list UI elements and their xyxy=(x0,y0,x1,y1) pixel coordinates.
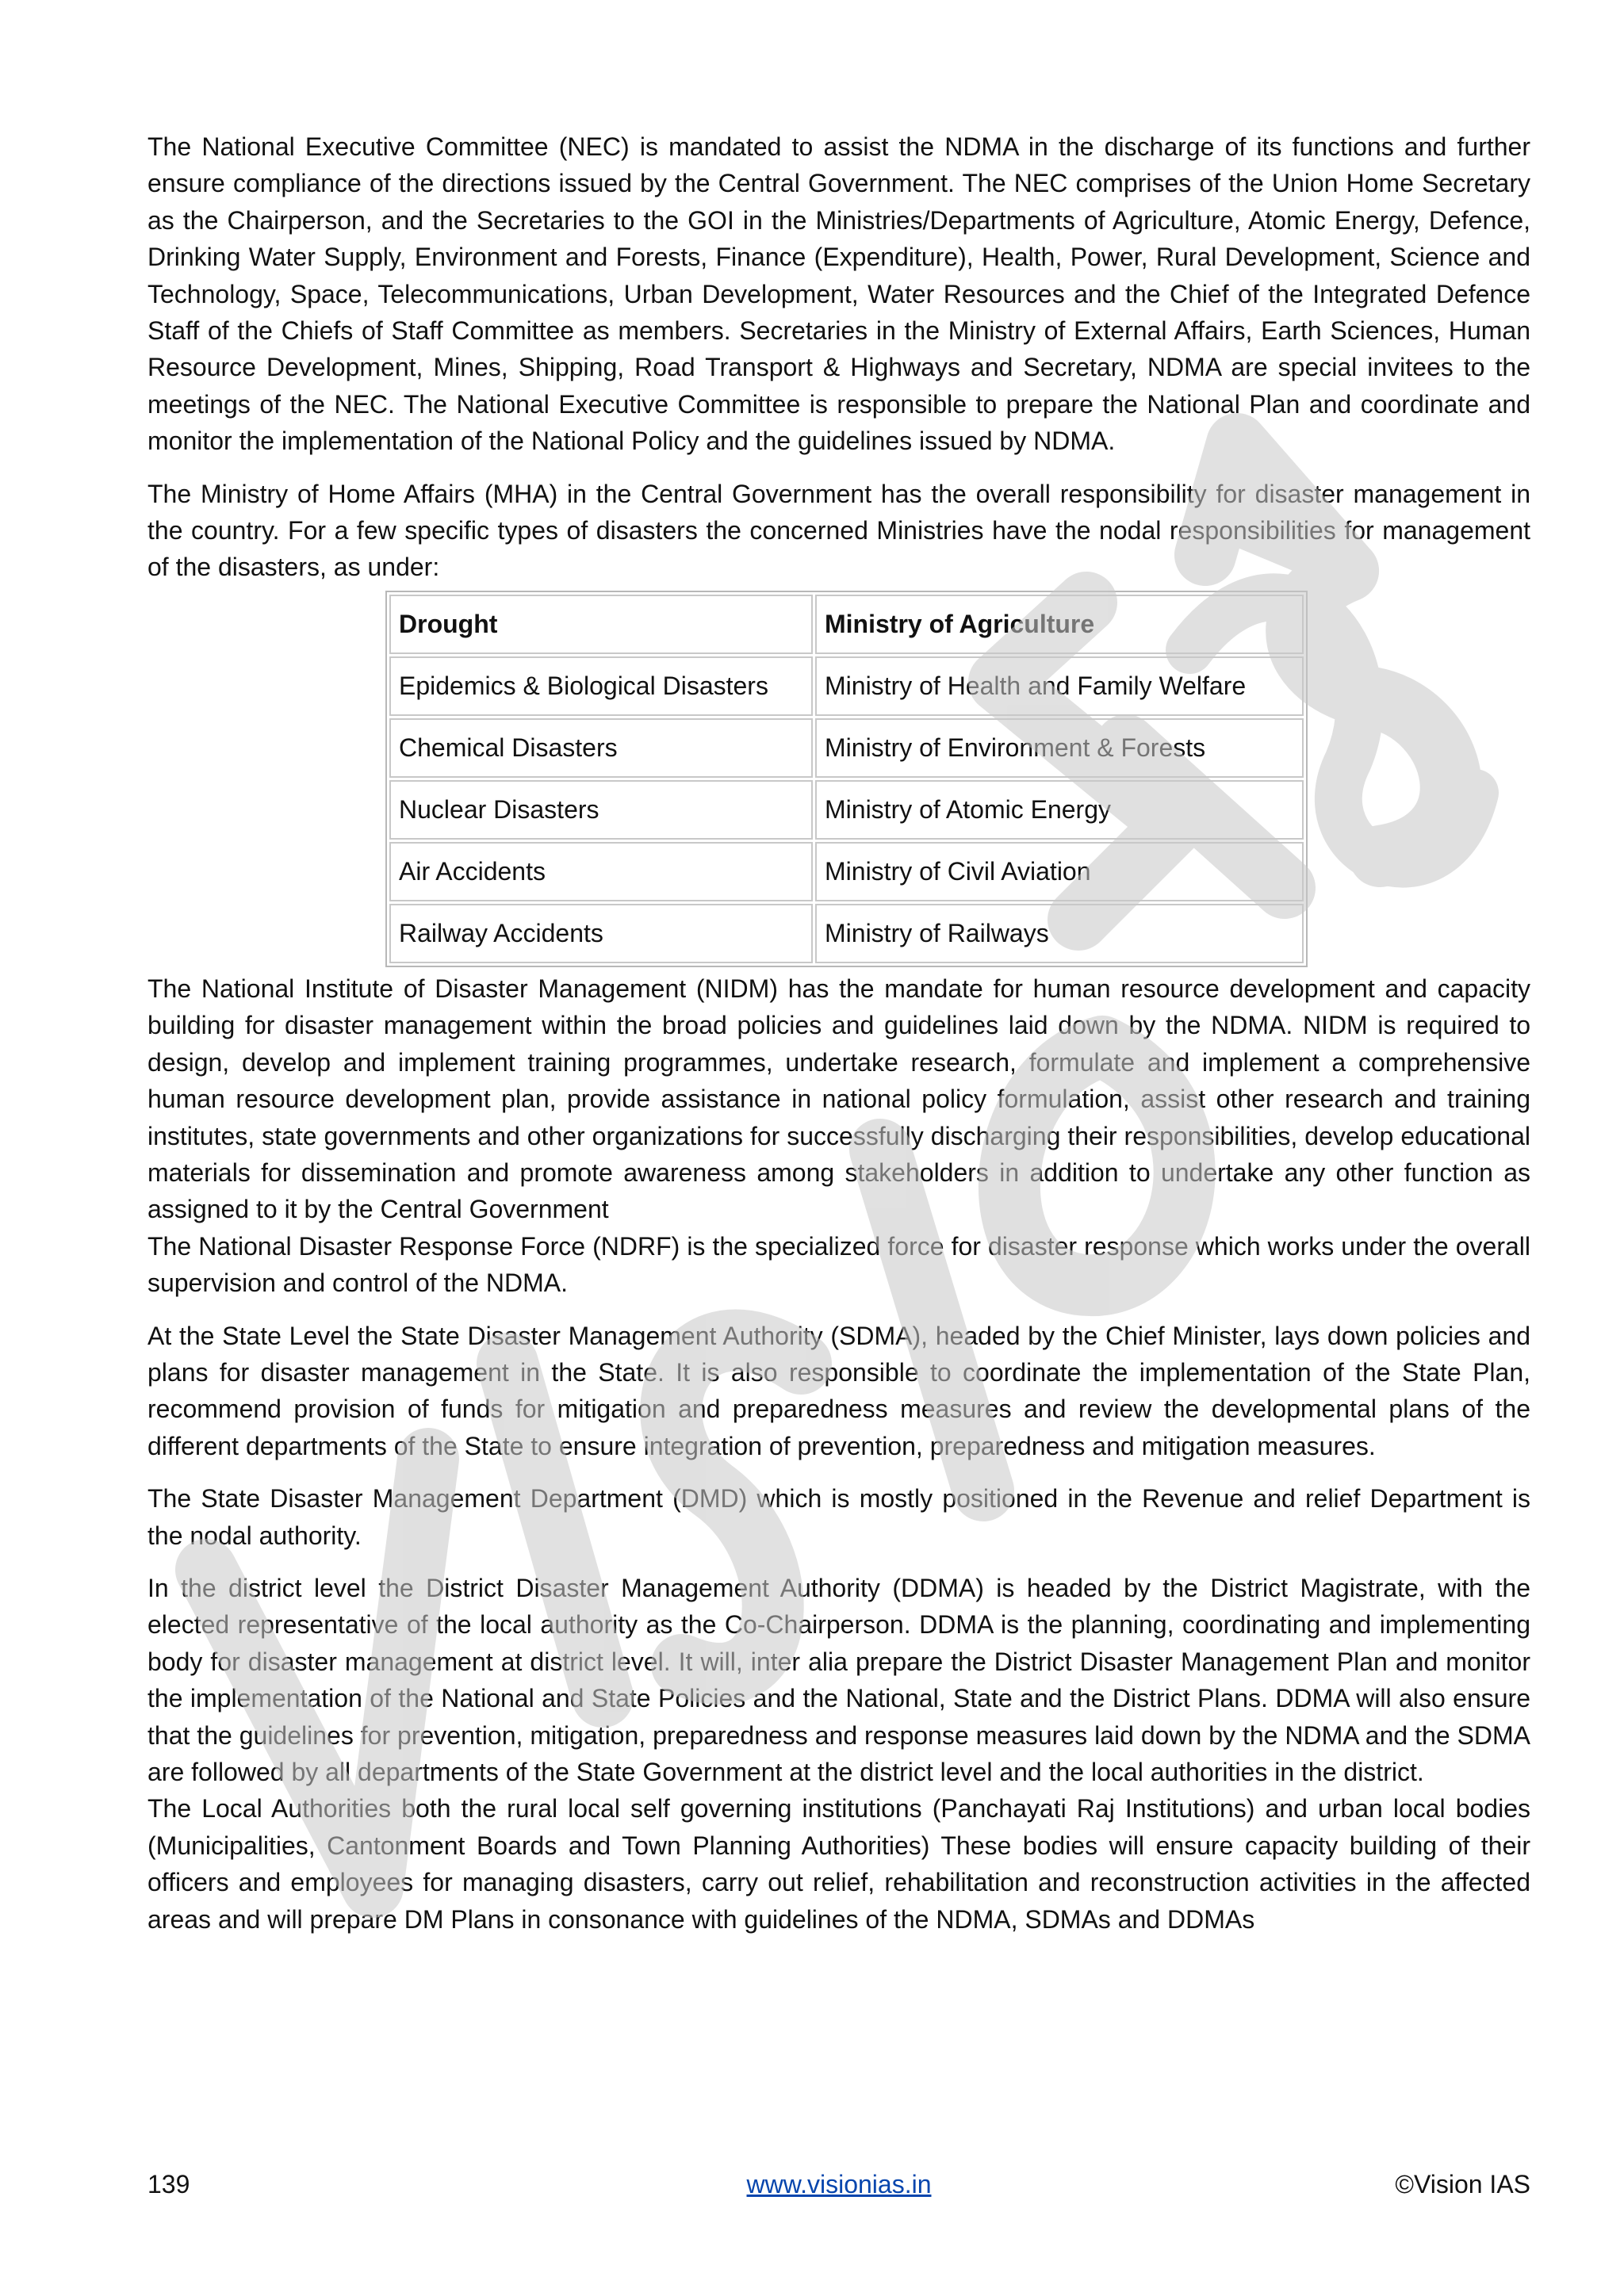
nodal-ministry-cell: Ministry of Environment & Forests xyxy=(815,718,1304,778)
table-row xyxy=(389,718,1304,778)
paragraph-nidm: The National Institute of Disaster Management (NIDM) has the mandate for human resource development and capacity building for disaster management within the broad policies and guidelines laid down by the NDMA. NIDM is required to design, develop and implement training programmes, undertake research, formulate and implement a comprehensive human resource development plan, provide assistance in national policy formulation, assist other research and training institutes, state governments and other organizations for successfully discharging their responsibilities, develop educational materials for dissemination and promote awareness among stakeholders in addition to undertake any other function as assigned to it by the Central Government xyxy=(147,974,1530,1224)
paragraph-nec: The National Executive Committee (NEC) is mandated to assist the NDMA in the discharge of its functions and further ensure compliance of the directions issued by the Central Government. The NEC comprises of the Union Home Secretary as the Chairperson, and the Secretaries to the GOI in the Ministries/Departments of Agriculture, Atomic Energy, Defence, Drinking Water Supply, Environment and Forests, Finance (Expenditure), Health, Power, Rural Development, Science and Technology, Space, Telecommunications, Urban Development, Water Resources and the Chief of the Integrated Defence Staff of the Chiefs of Staff Committee as members. Secretaries in the Ministry of External Affairs, Earth Sciences, Human Resource Development, Mines, Shipping, Road Transport & Highways and Secretary, NDMA are special invitees to the meetings of the NEC. The National Executive Committee is responsible to prepare the National Plan and coordinate and monitor the implementation of the National Policy and the guidelines issued by NDMA. xyxy=(147,132,1530,456)
disaster-type-cell: Drought xyxy=(389,595,813,654)
paragraph-dmd: The State Disaster Management Department (DMD) which is mostly positioned in the Revenue and relief Department is the nodal authority. xyxy=(147,1484,1530,1550)
page-footer xyxy=(147,2164,1530,2204)
nodal-ministry-cell: Ministry of Health and Family Welfare xyxy=(815,656,1304,716)
disaster-type-cell: Nuclear Disasters xyxy=(389,780,813,840)
footer-link-container xyxy=(147,2164,1530,2204)
paragraph-local-authorities: The Local Authorities both the rural local self governing institutions (Panchayati Raj Institutions) and urban local bodies (Municipalities, Cantonment Boards and Town Planning Authorities) These bodies will ensure capacity building of their officers and employees for managing disasters, carry out relief, rehabilitation and reconstruction activities in the affected areas and will prepare DM Plans in consonance with guidelines of the NDMA, SDMAs and DDMAs xyxy=(147,1794,1530,1934)
nodal-ministry-cell: Ministry of Agriculture xyxy=(815,595,1304,654)
copyright-text: ©Vision IAS xyxy=(1395,2170,1530,2198)
table-row xyxy=(389,595,1304,654)
disaster-type-cell: Air Accidents xyxy=(389,842,813,901)
document-body xyxy=(147,128,1530,1954)
paragraph-sdma: At the State Level the State Disaster Management Authority (SDMA), headed by the Chief Minister, lays down policies and plans for disaster management in the State. It is also responsible to coordinate the implementation of the State Plan, recommend provision of funds for mitigation and preparedness measures and review the developmental plans of the different departments of the State to ensure integration of prevention, preparedness and mitigation measures. xyxy=(147,1321,1530,1460)
table-row xyxy=(389,904,1304,963)
table-row xyxy=(389,842,1304,901)
nodal-ministry-cell: Ministry of Civil Aviation xyxy=(815,842,1304,901)
paragraph-mha: The Ministry of Home Affairs (MHA) in the Central Government has the overall responsibility for disaster management in the country. For a few specific types of disasters the concerned Ministries have the nodal responsibilities for management of the disasters, as under: xyxy=(147,479,1530,582)
disaster-type-cell: Chemical Disasters xyxy=(389,718,813,778)
page-number: 139 xyxy=(147,2170,190,2198)
disaster-ministry-table xyxy=(385,591,1308,967)
nodal-ministry-cell: Ministry of Railways xyxy=(815,904,1304,963)
table-row xyxy=(389,780,1304,840)
paragraph-ddma: In the district level the District Disaster Management Authority (DDMA) is headed by the District Magistrate, with the elected representative of the local authority as the Co-Chairperson. DDMA is the planning, coordinating and implementing body for disaster management at district level. It will, inter alia prepare the District Disaster Management Plan and monitor the implementation of the National and State Policies and the National, State and the District Plans. DDMA will also ensure that the guidelines for prevention, mitigation, preparedness and response measures laid down by the NDMA and the SDMA are followed by all departments of the State Government at the district level and the local authorities in the district. xyxy=(147,1573,1530,1786)
table-row xyxy=(389,656,1304,716)
paragraph-ndrf: The National Disaster Response Force (NDRF) is the specialized force for disaster response which works under the overall supervision and control of the NDMA. xyxy=(147,1231,1530,1298)
ministry-table-wrapper xyxy=(385,591,1530,967)
nodal-ministry-cell: Ministry of Atomic Energy xyxy=(815,780,1304,840)
disaster-type-cell: Epidemics & Biological Disasters xyxy=(389,656,813,716)
disaster-type-cell: Railway Accidents xyxy=(389,904,813,963)
website-link[interactable]: www.visionias.in xyxy=(746,2170,932,2198)
